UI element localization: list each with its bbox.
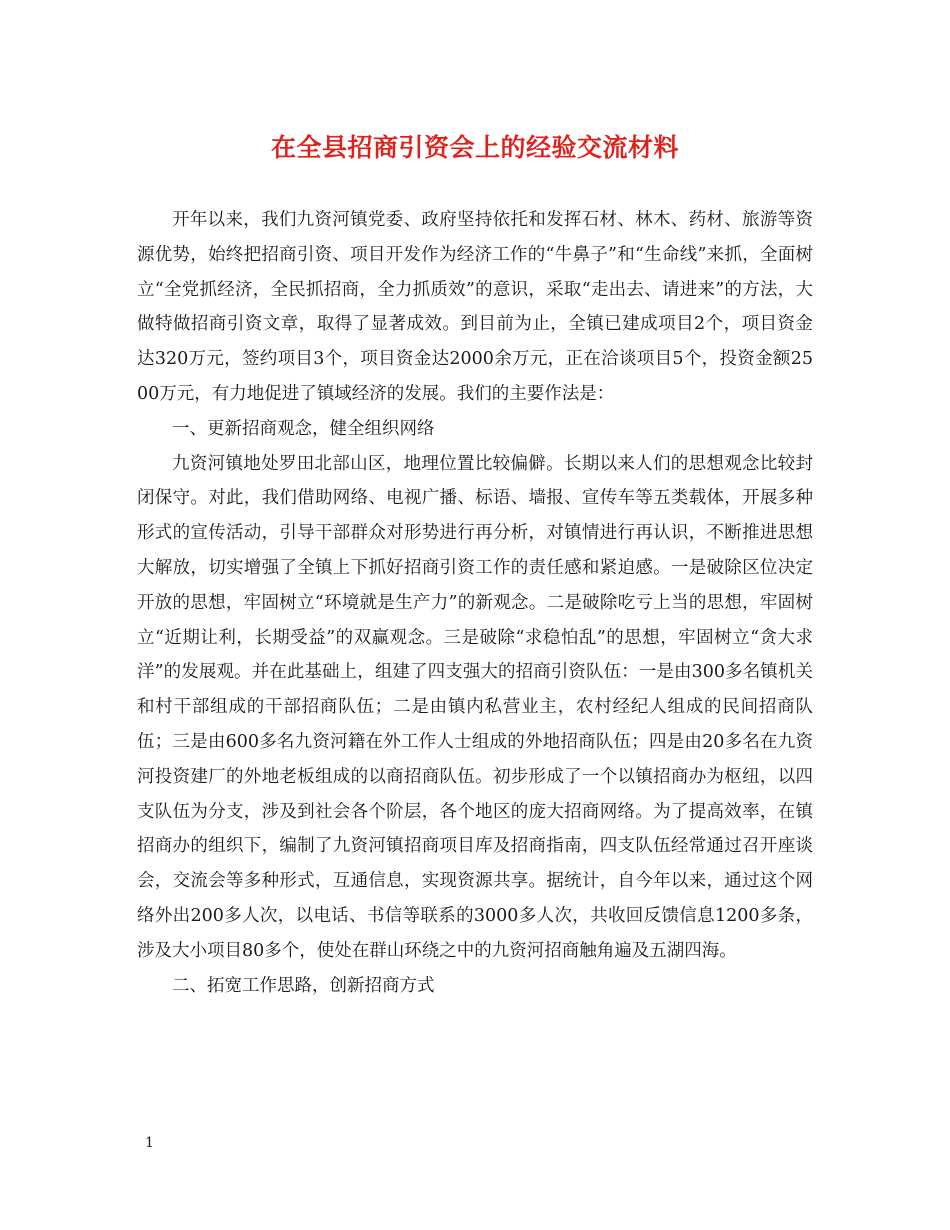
section-heading-2: 二、拓宽工作思路，创新招商方式 (172, 975, 435, 996)
intro-paragraph: 开年以来，我们九资河镇党委、政府坚持依托和发挥石材、林木、药材、旅游等资源优势，始终把招商引资、项目开发作为经济工作的“牛鼻子”和“生命线”来抓，全面树立“全党抓经济，全民抓招商，全力抓质效”的意识，采取“走出去、请进来”的方法，大做特做招商引资文章，取得了显著成效。到目前为止，全镇已建成项目2个，项目资金达320万元，签约项目3个，项目资金达2000余万元，正在洽谈项目5个，投资金额2500万元，有力地促进了镇域经济的发展。我们的主要作法是： (137, 210, 813, 404)
section-1-paragraph: 九资河镇地处罗田北部山区，地理位置比较偏僻。长期以来人们的思想观念比较封闭保守。对此，我们借助网络、电视广播、标语、墙报、宣传车等五类载体，开展多种形式的宣传活动，引导干部群众对形势进行再分析，对镇情进行再认识，不断推进思想大解放，切实增强了全镇上下抓好招商引资工作的责任感和紧迫感。一是破除区位决定开放的思想，牢固树立“环境就是生产力”的新观念。二是破除吃亏上当的思想，牢固树立“近期让利，长期受益”的双赢观念。三是破除“求稳怕乱”的思想，牢固树立“贪大求洋”的发展观。并在此基础上，组建了四支强大的招商引资队伍：一是由300多名镇机关和村干部组成的干部招商队伍；二是由镇内私营业主，农村经纪人组成的民间招商队伍；三是由600多名九资河籍在外工作人士组成的外地招商队伍；四是由20多名在九资河投资建厂的外地老板组成的以商招商队伍。初步形成了一个以镇招商办为枢纽，以四支队伍为分支，涉及到社会各个阶层，各个地区的庞大招商网络。为了提高效率，在镇招商办的组织下，编制了九资河镇招商项目库及招商指南，四支队伍经常通过召开座谈会，交流会等多种形式，互通信息，实现资源共享。据统计，自今年以来，通过这个网络外出200多人次，以电话、书信等联系的3000多人次，共收回反馈信息1200多条，涉及大小项目80多个，使处在群山环绕之中的九资河招商触角遍及五湖四海。 (137, 453, 813, 961)
document-title: 在全县招商引资会上的经验交流材料 (270, 133, 679, 162)
page-number: 1 (145, 1135, 154, 1151)
section-heading-1: 一、更新招商观念，健全组织网络 (172, 418, 435, 439)
document-body (137, 203, 813, 1003)
